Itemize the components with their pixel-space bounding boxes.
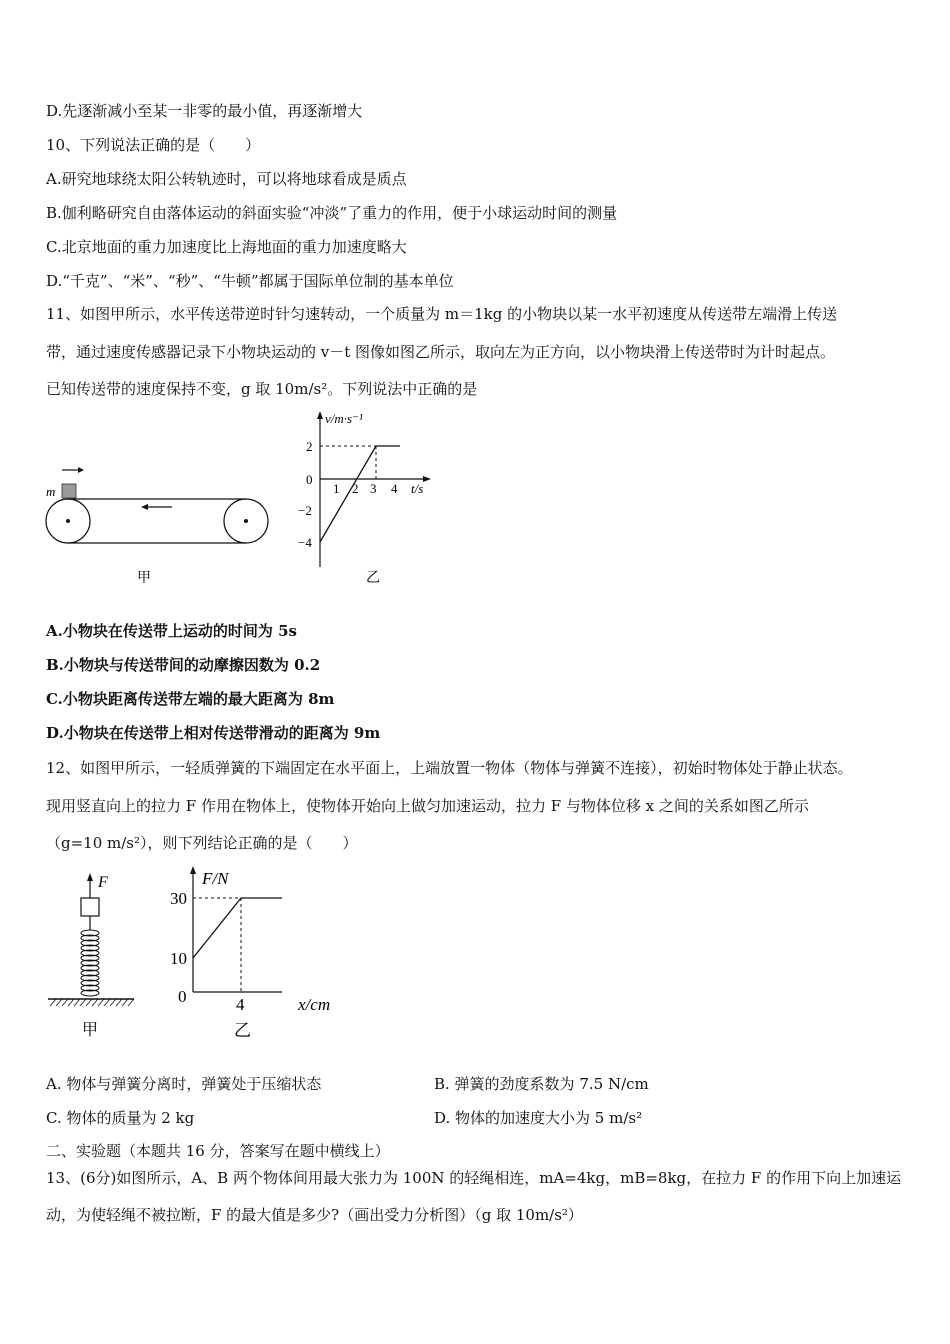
q12-fx-graph bbox=[160, 862, 360, 1047]
f-tick-30: 30 bbox=[170, 889, 187, 908]
v-axis-label: v/m·s⁻¹ bbox=[325, 411, 363, 426]
q11-vt-graph bbox=[285, 405, 445, 590]
q12-stem-line2: 现用竖直向上的拉力 F 作用在物体上，使物体开始向上做匀加速运动，拉力 F 与物体位移 x 之间的关系如图乙所示 bbox=[46, 797, 809, 815]
q10-option-c: C.北京地面的重力加速度比上海地面的重力加速度略大 bbox=[46, 238, 407, 256]
q10-option-b: B.伽利略研究自由落体运动的斜面实验“冲淡”了重力的作用，便于小球运动时间的测量 bbox=[46, 204, 618, 222]
q13-stem-line2: 动，为使轻绳不被拉断，F 的最大值是多少?（画出受力分析图）（g 取 10m/s²） bbox=[46, 1206, 583, 1224]
v-tick-neg2: −2 bbox=[298, 503, 312, 518]
v-tick-0: 0 bbox=[306, 472, 313, 487]
f-axis-arrowhead bbox=[190, 866, 196, 874]
right-pulley-axle bbox=[244, 519, 248, 523]
mass-label: m bbox=[46, 484, 56, 499]
t-tick-4: 4 bbox=[391, 481, 398, 496]
force-label: F bbox=[98, 874, 108, 891]
spring-coils bbox=[81, 930, 99, 996]
fx-origin: 0 bbox=[178, 987, 187, 1006]
q11-stem-line2: 带，通过速度传感器记录下小物块运动的 v－t 图像如图乙所示，取向左为正方向，以小物块滑上传送带时为计时起点。 bbox=[46, 343, 836, 361]
q11-option-b: B.小物块与传送带间的动摩擦因数为 0.2 bbox=[46, 656, 321, 674]
x-axis-label: x/cm bbox=[298, 995, 331, 1014]
block-velocity-arrowhead bbox=[78, 467, 84, 473]
q12-stem-line1: 12、如图甲所示，一轻质弹簧的下端固定在水平面上，上端放置一物体（物体与弹簧不连接），初始时物体处于静止状态。 bbox=[46, 759, 853, 777]
v-tick-neg4: −4 bbox=[298, 535, 312, 550]
t-axis-arrowhead bbox=[423, 476, 431, 482]
force-arrowhead bbox=[87, 873, 93, 881]
left-pulley-axle bbox=[66, 519, 70, 523]
object-block bbox=[81, 898, 99, 916]
x-tick-4: 4 bbox=[236, 995, 245, 1014]
q10-option-a: A.研究地球绕太阳公转轨迹时，可以将地球看成是质点 bbox=[46, 170, 407, 188]
belt-direction-arrowhead bbox=[141, 504, 148, 510]
f-axis-label: F/N bbox=[202, 869, 229, 888]
q12-spring-figure bbox=[44, 868, 144, 1043]
v-axis-arrowhead bbox=[317, 411, 323, 419]
q12-option-d: D. 物体的加速度大小为 5 m/s² bbox=[434, 1109, 643, 1127]
fig-caption-yi-12: 乙 bbox=[234, 1021, 251, 1040]
f-tick-10: 10 bbox=[170, 949, 187, 968]
q13-stem-line1: 13、(6分)如图所示，A、B 两个物体间用最大张力为 100N 的轻绳相连，mA=4kg，mB=8kg，在拉力 F 的作用下向上加速运 bbox=[46, 1169, 902, 1187]
fig-caption-yi: 乙 bbox=[366, 571, 380, 586]
q12-option-b: B. 弹簧的劲度系数为 7.5 N/cm bbox=[434, 1075, 649, 1093]
q10-option-d: D.“千克”、“米”、“秒”、“牛顿”都属于国际单位制的基本单位 bbox=[46, 272, 454, 290]
block-m bbox=[62, 484, 76, 498]
q12-option-c: C. 物体的质量为 2 kg bbox=[46, 1109, 195, 1127]
fig-caption-jia: 甲 bbox=[137, 571, 151, 586]
q11-conveyor-figure bbox=[40, 460, 280, 590]
q11-stem-line1: 11、如图甲所示，水平传送带逆时针匀速转动，一个质量为 m＝1kg 的小物块以某一水平初速度从传送带左端滑上传送 bbox=[46, 305, 838, 323]
section2-title: 二、实验题（本题共 16 分，答案写在题中横线上） bbox=[46, 1142, 390, 1160]
fx-line bbox=[193, 898, 282, 958]
q11-option-c: C.小物块距离传送带左端的最大距离为 8m bbox=[46, 690, 335, 708]
q12-option-a: A. 物体与弹簧分离时，弹簧处于压缩状态 bbox=[46, 1075, 322, 1093]
t-tick-1: 1 bbox=[333, 481, 340, 496]
q11-stem-line3: 已知传送带的速度保持不变，g 取 10m/s²。下列说法中正确的是 bbox=[46, 380, 478, 398]
vt-line bbox=[320, 446, 400, 542]
q10-stem: 10、下列说法正确的是（ ） bbox=[46, 136, 261, 154]
t-tick-2: 2 bbox=[352, 481, 359, 496]
fig-caption-jia-12: 甲 bbox=[82, 1022, 99, 1039]
q11-option-d: D.小物块在传送带上相对传送带滑动的距离为 9m bbox=[46, 724, 381, 742]
ground-hatching bbox=[50, 999, 134, 1006]
t-tick-3: 3 bbox=[370, 481, 377, 496]
t-axis-label: t/s bbox=[411, 481, 424, 496]
q11-option-a: A.小物块在传送带上运动的时间为 5s bbox=[46, 622, 297, 640]
v-tick-2: 2 bbox=[306, 439, 313, 454]
q12-stem-line3: （g=10 m/s²），则下列结论正确的是（ ） bbox=[46, 834, 358, 852]
q9-option-d: D.先逐渐减小至某一非零的最小值，再逐渐增大 bbox=[46, 102, 363, 120]
